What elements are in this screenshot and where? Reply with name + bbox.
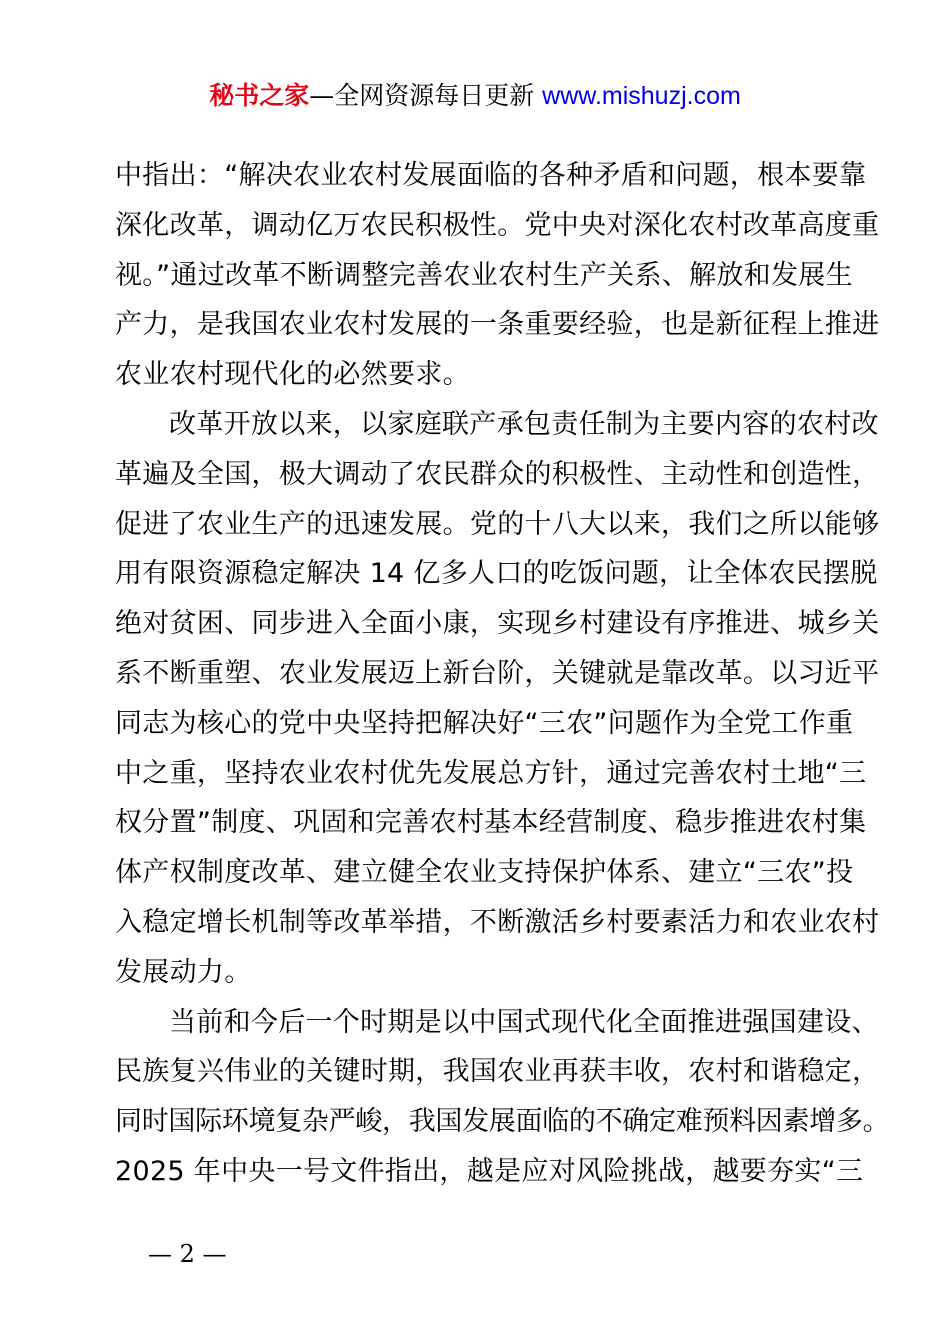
paragraph-start-line: 改革开放以来，以家庭联产承包责任制为主要内容的农村改 [169,408,879,440]
text-line: 同志为核心的党中央坚持把解决好“三农”问题作为全党工作重 [115,707,854,739]
text-line: 绝对贫困、同步进入全面小康，实现乡村建设有序推进、城乡关 [115,608,880,640]
brand-name: 秘书之家 [209,81,310,110]
text-line: 用有限资源稳定解决 14 亿多人口的吃饭问题，让全体农民摆脱 [115,558,878,590]
text-line: 革遍及全国，极大调动了农民群众的积极性、主动性和创造性， [115,458,880,490]
text-line: 民族复兴伟业的关键时期，我国农业再获丰收，农村和谐稳定， [115,1056,880,1088]
text-line: 发展动力。 [115,956,252,988]
document-body [115,151,890,1197]
text-line: 2025 年中央一号文件指出，越是应对风险挑战，越要夯实“三 [115,1155,864,1187]
text-line: 权分置”制度、巩固和完善农村基本经营制度、稳步推进农村集 [115,807,867,839]
text-line: 中指出：“解决农业农村发展面临的各种矛盾和问题，根本要靠 [115,160,867,191]
header-tagline: —全网资源每日更新 [309,81,543,110]
text-line: 入稳定增长机制等改革举措，不断激活乡村要素活力和农业农村 [115,906,880,938]
text-line: 深化改革，调动亿万农民积极性。党中央对深化农村改革高度重 [115,209,880,241]
text-line: 农业农村现代化的必然要求。 [115,359,470,391]
paragraph-start-line: 当前和今后一个时期是以中国式现代化全面推进强国建设、 [169,1006,879,1038]
text-line: 视。”通过改革不断调整完善农业农村生产关系、解放和发展生 [115,259,853,291]
text-line: 系不断重塑、农业发展迈上新台阶，关键就是靠改革。以习近平 [115,657,880,689]
text-line: 体产权制度改革、建立健全农业支持保护体系、建立“三农”投 [115,857,854,889]
text-line: 产力，是我国农业农村发展的一条重要经验，也是新征程上推进 [115,309,880,341]
text-line: 中之重，坚持农业农村优先发展总方针，通过完善农村土地“三 [115,757,867,789]
text-line: 促进了农业生产的迅速发展。党的十八大以来，我们之所以能够 [115,508,880,540]
page-header [0,78,950,114]
text-line: 同时国际环境复杂严峻，我国发展面临的不确定难预料因素增多。 [115,1106,890,1138]
page-number: — 2 — [148,1240,227,1268]
site-url[interactable]: www.mishuzj.com [542,82,741,110]
